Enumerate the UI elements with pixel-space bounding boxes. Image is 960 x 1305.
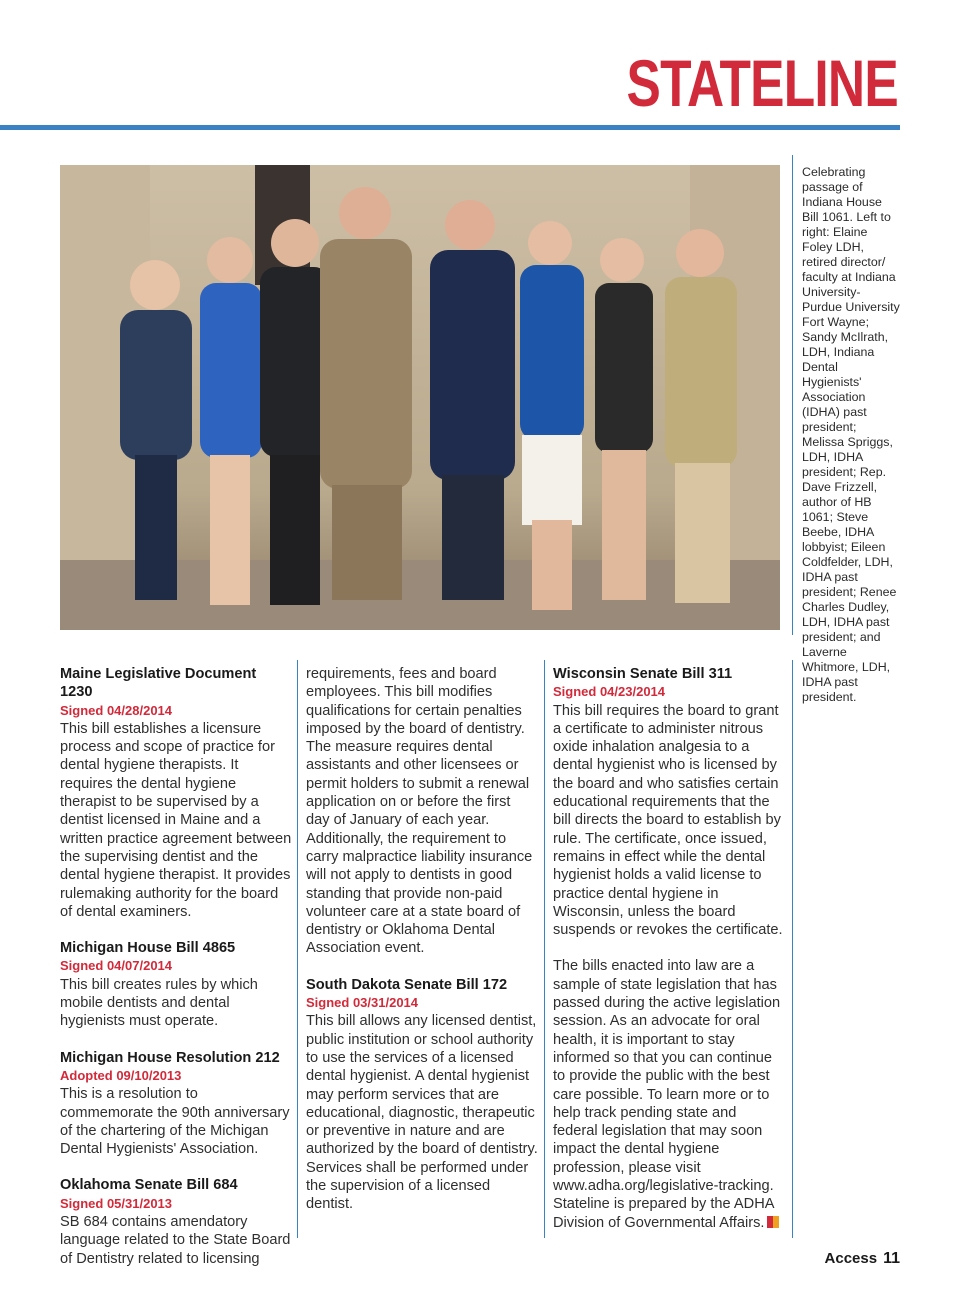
bill-status: Signed 03/31/2014 [306, 995, 419, 1011]
group-photo-image [60, 165, 780, 630]
header-rule [0, 125, 900, 130]
article-column-1 [60, 665, 292, 1286]
page-number: 11 [883, 1250, 900, 1267]
caption-rule [792, 155, 793, 635]
bill-oklahoma-684 [60, 1176, 292, 1267]
bill-south-dakota-172 [306, 976, 538, 1214]
bill-title: Michigan House Resolution 212 [60, 1049, 280, 1066]
bill-status: Signed 04/07/2014 [60, 958, 173, 974]
page-footer [825, 1250, 900, 1268]
closing-paragraph [553, 957, 785, 1231]
bill-title: Michigan House Bill 4865 [60, 940, 236, 957]
bill-maine [60, 665, 292, 921]
bill-oklahoma-continued [306, 665, 538, 958]
photo-caption: Celebrating passage of Indiana House Bill 1061. Left to right: Elaine Foley LDH, retired director/ faculty at Indiana University-Purdue University Fort Wayne; Sandy McIlrath, LDH, Indiana Dental Hygienists' Association (IDHA) past president; Melissa Spriggs, LDH, IDHA president; Rep. Dave Frizzell, author of HB 1061; Steve Beebe, IDHA lobbyist; Eileen Coldfelder, LDH, IDHA past president; Renee Charles Dudley, LDH, IDHA past president; and Laverne Whitmore, LDH, IDHA past president. [802, 165, 900, 704]
article-column-3 [553, 665, 785, 1250]
bill-title: Maine Legislative Document 1230 [60, 666, 257, 701]
column-rule-2 [544, 660, 545, 1238]
end-of-article-mark-icon [767, 1216, 779, 1228]
bill-status: Adopted 09/10/2013 [60, 1067, 182, 1083]
publication-name: Access [824, 1250, 878, 1267]
bill-status: Signed 04/23/2014 [553, 684, 666, 700]
bill-body: requirements, fees and board employees. This bill modifies qualifications for certain penalties imposed by the board of dentistry. The measure requires dental assistants and other licensees or permit holders to submit a renewal application on or before the first day of January of each year. Additionally, the requirement to carry malpractice liability insurance will not apply to dentists in good standing that provide non-paid volunteer care at a state board of dentistry or Oklahoma Dental Association event. [306, 666, 533, 957]
bill-title: Wisconsin Senate Bill 311 [553, 666, 733, 682]
bill-body: SB 684 contains amendatory language related to the State Board of Dentistry related to licensing [60, 1214, 291, 1267]
bill-status: Signed 05/31/2013 [60, 1195, 173, 1211]
bill-wisconsin-311 [553, 665, 785, 939]
bill-status: Signed 04/28/2014 [60, 702, 173, 718]
bill-body: This is a resolution to commemorate the 90th anniversary of the chartering of the Michigan Dental Hygienists' Association. [60, 1086, 290, 1158]
bill-michigan-4865 [60, 939, 292, 1030]
article-column-2 [306, 665, 538, 1232]
bill-title: Oklahoma Senate Bill 684 [60, 1177, 238, 1194]
section-title: STATELINE [626, 46, 898, 120]
closing-text: The bills enacted into law are a sample of state legislation that has passed during the active legislation session. As an advocate for oral health, it is important to stay informed so that you can continue to provide the public with the best care possible. To learn more or to help track pending state and federal legislation that may soon impact the dental hygiene profession, please visit www.adha.org/legislative-tracking. Stateline is prepared by the ADHA Division of Governmental Affairs. [553, 958, 781, 1231]
bill-body: This bill creates rules by which mobile dentists and dental hygienists must operate. [60, 976, 258, 1030]
bill-michigan-resolution-212 [60, 1049, 292, 1159]
column-rule-3 [792, 660, 793, 1238]
bill-body: This bill establishes a licensure process and scope of practice for dental hygiene therapists. It requires the dental hygiene therapist to be supervised by a dentist licensed in Maine and a written practice agreement between the supervising dentist and the dental hygiene therapist. It provides rulemaking authority for the board of dental examiners. [60, 720, 292, 920]
column-rule-1 [297, 660, 298, 1238]
bill-body: This bill allows any licensed dentist, public institution or school authority to use the services of a licensed dental hygienist. A dental hygienist may perform services that are educational, diagnostic, therapeutic or preventive in nature and are authorized by the board of dentistry. Services shall be performed under the supervision of a licensed dentist. [306, 1013, 538, 1213]
bill-body: This bill requires the board to grant a certificate to administer nitrous oxide inhalation analgesia to a dental hygienist who is licensed by the board and who satisfies certain educational requirements that the bill directs the board to establish by rule. The certificate, once issued, remains in effect while the dental hygienist holds a valid license to practice dental hygiene in Wisconsin, unless the board suspends or revokes the certificate. [553, 702, 783, 939]
bill-title: South Dakota Senate Bill 172 [306, 976, 508, 993]
